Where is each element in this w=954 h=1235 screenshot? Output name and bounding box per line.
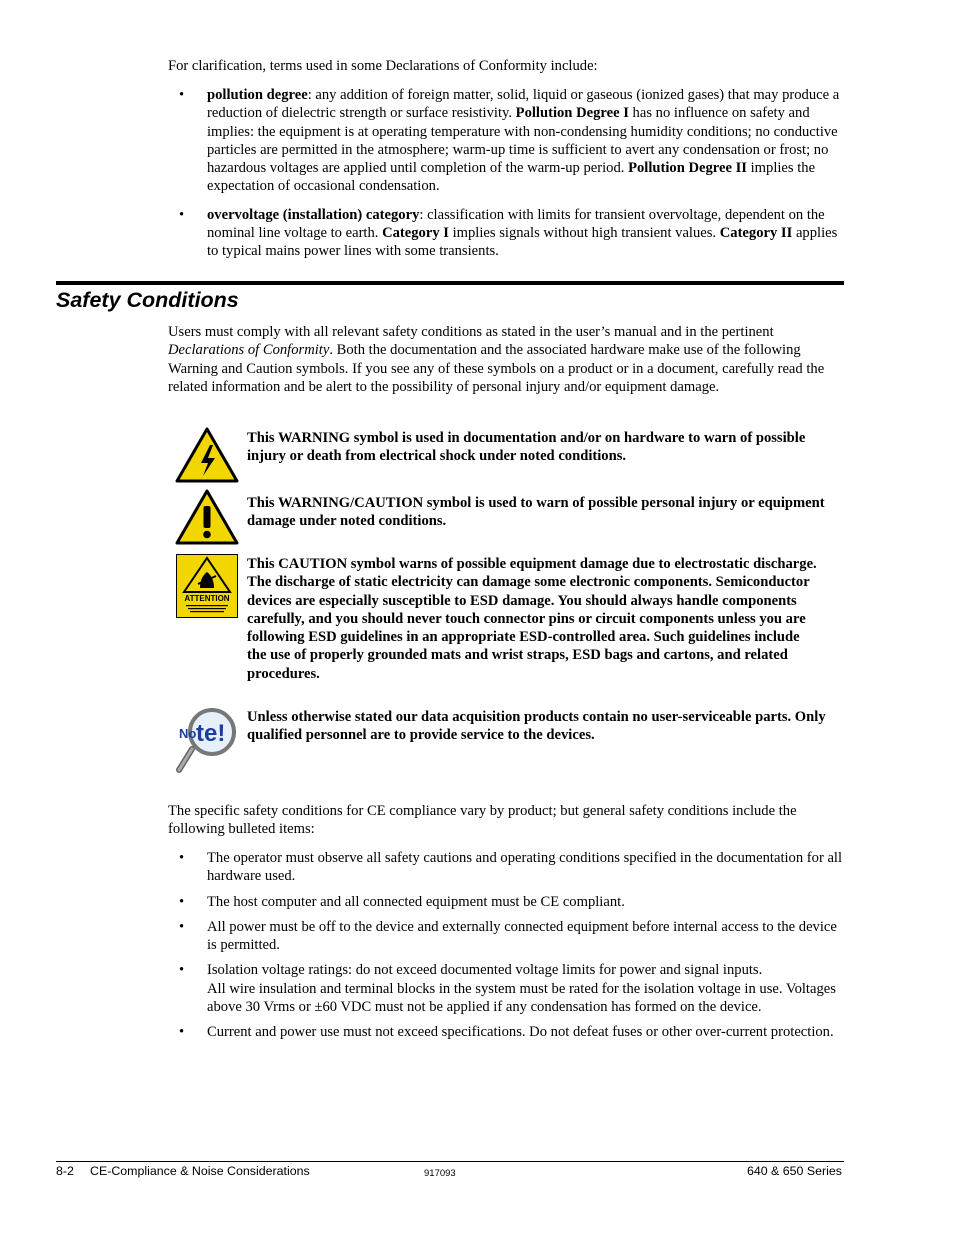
paragraph-text: . Both the documentation and the associated hardware make use of the following Warning and Caution symbols. If you see any of these symbols on a product or in a document, carefully read the related information and be alert to the possibility of personal injury and/or equipment damage. [168, 342, 825, 395]
term-overvoltage-category: overvoltage (installation) category [207, 206, 420, 223]
bullet-glyph: • [179, 206, 185, 223]
term-text: implies signals without high transient values. [448, 225, 720, 242]
section-heading: Safety Conditions [56, 288, 239, 312]
list-item-text: All wire insulation and terminal blocks in the system must be rated for the isolation voltage in use. Voltages above 30 Vrms or ±60 VDC must not be applied if any condensation has formed on the device. [207, 980, 836, 1016]
list-item-text: Current and power use must not exceed specifications. Do not defeat fuses or other over-current protection. [207, 1024, 834, 1041]
list-item [168, 893, 848, 911]
terms-list [168, 86, 844, 261]
list-item-text: All power must be off to the device and externally connected equipment before internal access to the device is permitted. [207, 918, 837, 954]
list-item [168, 206, 844, 261]
term-definition: : classification with limits for transient overvoltage, dependent on the nominal line voltage to earth. [207, 206, 825, 242]
footer-doc-number: 917093 [424, 1168, 456, 1179]
term-bold: Category I [382, 225, 449, 242]
term-bold: Category II [719, 225, 793, 242]
bullet-glyph: • [179, 850, 185, 866]
bullet-glyph: • [179, 1024, 185, 1041]
esd-label: ATTENTION [184, 594, 230, 603]
bullet-glyph: • [179, 918, 185, 935]
note-prefix-letters: No [179, 726, 197, 741]
safety-conditions-list [168, 849, 848, 1042]
term-definition: : any addition of foreign matter, solid, liquid or gaseous (ionized gases) that may produce a reduction of dielectric strength or surface resistivity. [207, 87, 840, 122]
electrical-shock-warning-icon [175, 427, 239, 488]
footer-chapter: CE-Compliance & Noise Considerations [90, 1164, 310, 1178]
list-item [168, 961, 848, 1016]
term-text: implies the expectation of occasional condensation. [207, 160, 816, 195]
note-magnifier-icon [172, 705, 242, 780]
footer-series: 640 & 650 Series [746, 1164, 842, 1178]
caution-exclamation-icon [175, 489, 239, 550]
note-suffix-letters: te! [196, 720, 226, 747]
list-item-text: Isolation voltage ratings: do not exceed documented voltage limits for power and signal inputs. [207, 962, 763, 979]
notice-esd: This CAUTION symbol warns of possible equipment damage due to electrostatic discharge. The discharge of static electricity can damage some electronic components. Semiconductor devices are especially susceptible to ESD damage. You should always handle components carefully, and you should never touch connector pins or circuit components unless you are following ESD guidelines in an appropriate ESD-controlled area. Such guidelines include the use of properly grounded mats and wrist straps, ESD bags and cartons, and related procedures. [247, 556, 817, 682]
term-bold: Pollution Degree I [515, 105, 629, 122]
list-item [168, 1023, 848, 1041]
list-item [168, 849, 848, 886]
term-text: applies to typical mains power lines with some transients. [207, 225, 838, 260]
general-intro: The specific safety conditions for CE compliance vary by product; but general safety conditions include the following bulleted items: [168, 803, 797, 838]
paragraph-text: Users must comply with all relevant safety conditions as stated in the user’s manual and in the pertinent [168, 324, 774, 340]
term-pollution-degree: pollution degree [207, 87, 308, 103]
list-item-text: The host computer and all connected equipment must be CE compliant. [207, 893, 625, 910]
notice-caution: This WARNING/CAUTION symbol is used to warn of possible personal injury or equipment damage under noted conditions. [247, 495, 825, 530]
footer-rule [56, 1161, 844, 1162]
bullet-glyph: • [179, 87, 185, 103]
section-paragraph [168, 323, 844, 396]
list-item [168, 86, 844, 196]
list-item [168, 918, 848, 955]
term-bold: Pollution Degree II [628, 160, 747, 177]
esd-attention-icon [176, 554, 238, 623]
bullet-glyph: • [179, 962, 185, 979]
notice-electrical-shock: This WARNING symbol is used in documentation and/or on hardware to warn of possible injury or death from electrical shock under noted conditions. [247, 430, 806, 465]
term-text: has no influence on safety and implies: the equipment is at operating temperature with non-condensing humidity conditions; no conductive particles are permitted in the atmosphere; warm-up time is sufficient to avert any condensation or frost; no hazardous voltages are applied until completion of the warm-up period. [207, 105, 838, 177]
intro-text: For clarification, terms used in some Declarations of Conformity include: [168, 58, 598, 74]
section-rule [56, 281, 844, 285]
footer-page-number: 8-2 [56, 1164, 74, 1178]
bullet-glyph: • [179, 893, 185, 910]
paragraph-italic: Declarations of Conformity [168, 342, 330, 359]
notice-note: Unless otherwise stated our data acquisition products contain no user-serviceable parts. Only qualified personnel are to provide service to the devices. [247, 709, 826, 744]
list-item-text: The operator must observe all safety cautions and operating conditions specified in the documentation for all hardware used. [207, 850, 843, 885]
